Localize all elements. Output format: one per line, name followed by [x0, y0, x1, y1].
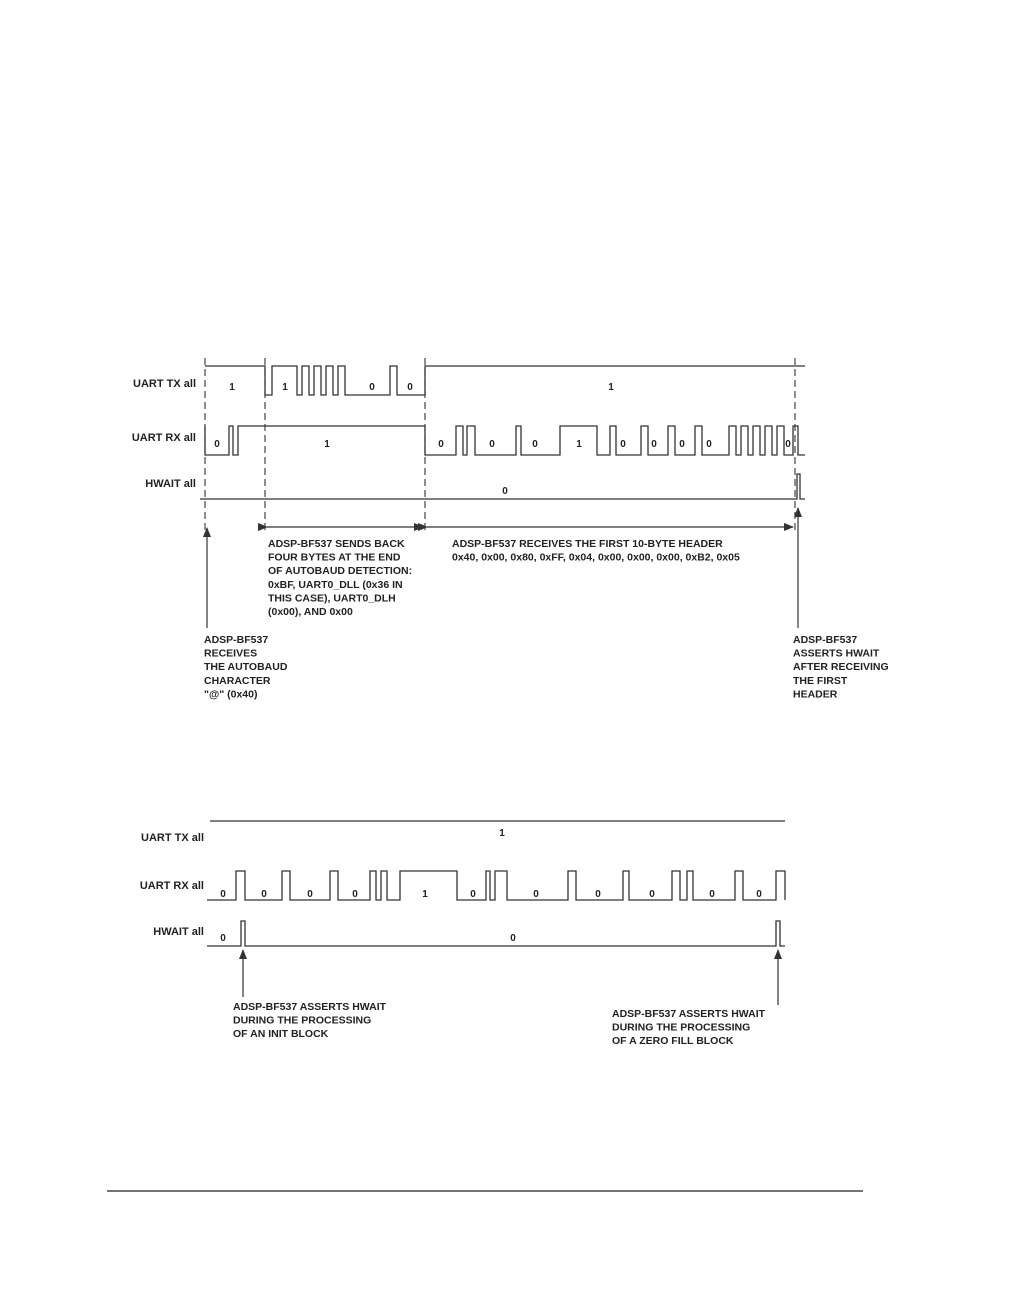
d1-tx-bit-1: 1: [282, 382, 288, 393]
d2-rx-bit-4: 1: [422, 889, 428, 900]
d1-rx-bit-2: 0: [438, 439, 444, 450]
d1-note-sendback-line-4: THIS CASE), UART0_DLH: [268, 592, 396, 605]
d1-note-sendback-line-2: OF AUTOBAUD DETECTION:: [268, 565, 413, 578]
d1-note-header-line-0: ADSP-BF537 RECEIVES THE FIRST 10-BYTE HEADER: [452, 538, 723, 550]
d1-note-autobaud-line-3: CHARACTER: [204, 674, 271, 687]
d1-note-sendback-line-3: 0xBF, UART0_DLL (0x36 IN: [268, 578, 403, 591]
d1-note-header: [452, 538, 740, 564]
d1-hwait-label: HWAIT all: [145, 478, 196, 490]
d1-rx-bit-1: 1: [324, 439, 330, 450]
d2-hwait-bit-1: 0: [510, 933, 516, 944]
d2-rx-bit-10: 0: [756, 889, 762, 900]
d1-rx-bit-4: 0: [532, 439, 538, 450]
d2-rx-waveform: [207, 871, 785, 900]
d1-rx-bit-0: 0: [214, 439, 220, 450]
d2-rx-bit-0: 0: [220, 889, 226, 900]
d2-rx-bit-6: 0: [533, 889, 539, 900]
d2-rx-bit-2: 0: [307, 889, 313, 900]
d2-tx-bit-labels: [499, 828, 505, 839]
d1-note-sendback-line-0: ADSP-BF537 SENDS BACK: [268, 538, 405, 550]
d1-note-autobaud-line-1: RECEIVES: [204, 647, 258, 660]
d1-note-hwait-line-0: ADSP-BF537: [793, 634, 858, 646]
d1-note-hwait: [793, 634, 889, 700]
d2-note-zerofill: [612, 1008, 766, 1047]
d1-note-sendback: [268, 538, 412, 618]
d1-rx-bit-6: 0: [620, 439, 626, 450]
d1-rx-bit-10: 0: [785, 439, 791, 450]
d2-note-init: [233, 1001, 387, 1040]
d2-tx-label: UART TX all: [141, 832, 204, 844]
d1-note-autobaud-line-4: "@" (0x40): [204, 688, 258, 701]
d1-note-autobaud: [204, 634, 288, 700]
diagram-1: [132, 358, 889, 700]
d2-rx-bit-5: 0: [470, 889, 476, 900]
d2-note-zerofill-line-0: ADSP-BF537 ASSERTS HWAIT: [612, 1008, 766, 1020]
d1-tx-bit-4: 1: [608, 382, 614, 393]
d1-rx-bit-7: 0: [651, 439, 657, 450]
d2-rx-bit-labels: [220, 889, 762, 900]
d2-rx-bit-7: 0: [595, 889, 601, 900]
d1-note-hwait-line-4: HEADER: [793, 688, 838, 701]
d2-hwait-bit-0: 0: [220, 933, 226, 944]
d2-hwait-waveform: [207, 921, 785, 946]
d2-rx-label: UART RX all: [139, 880, 204, 892]
d1-note-autobaud-line-0: ADSP-BF537: [204, 634, 269, 646]
d1-tx-bit-labels: [229, 382, 614, 393]
d1-tx-bit-0: 1: [229, 382, 235, 393]
d2-tx-bit-0: 1: [499, 828, 505, 839]
d2-rx-bit-1: 0: [261, 889, 267, 900]
d1-note-hwait-line-2: AFTER RECEIVING: [793, 661, 889, 674]
d1-rx-label: UART RX all: [131, 432, 196, 444]
d2-note-init-line-2: OF AN INIT BLOCK: [233, 1028, 329, 1041]
d1-rx-bit-labels: [214, 439, 791, 450]
d1-hwait-bit-labels: [502, 486, 508, 497]
d1-rx-waveform: [205, 426, 805, 455]
d1-note-sendback-line-1: FOUR BYTES AT THE END: [268, 551, 401, 564]
d1-tx-waveform: [205, 366, 805, 395]
diagram-2: [140, 821, 785, 1047]
d2-hwait-label: HWAIT all: [153, 926, 204, 938]
d2-note-zerofill-line-1: DURING THE PROCESSING: [612, 1021, 751, 1034]
d2-rx-bit-8: 0: [649, 889, 655, 900]
d1-rx-bit-3: 0: [489, 439, 495, 450]
d1-note-autobaud-line-2: THE AUTOBAUD: [204, 661, 288, 674]
d2-note-init-line-1: DURING THE PROCESSING: [233, 1014, 372, 1027]
d1-tx-bit-2: 0: [369, 382, 375, 393]
d2-hwait-bit-labels: [220, 933, 516, 944]
d2-rx-bit-3: 0: [352, 889, 358, 900]
d1-note-hwait-line-3: THE FIRST: [793, 674, 848, 687]
d1-note-sendback-line-5: (0x00), AND 0x00: [268, 606, 353, 618]
d1-note-hwait-line-1: ASSERTS HWAIT: [793, 647, 880, 660]
d1-tx-bit-3: 0: [407, 382, 413, 393]
d2-note-init-line-0: ADSP-BF537 ASSERTS HWAIT: [233, 1001, 387, 1013]
d1-note-header-line-1: 0x40, 0x00, 0x80, 0xFF, 0x04, 0x00, 0x00, 0x00, 0xB2, 0x05: [452, 551, 740, 564]
d2-rx-bit-9: 0: [709, 889, 715, 900]
d1-tx-label: UART TX all: [133, 378, 196, 390]
d1-hwait-bit-0: 0: [502, 486, 508, 497]
d1-rx-bit-8: 0: [679, 439, 685, 450]
d1-rx-bit-9: 0: [706, 439, 712, 450]
d2-note-zerofill-line-2: OF A ZERO FILL BLOCK: [612, 1035, 734, 1048]
d1-rx-bit-5: 1: [576, 439, 582, 450]
